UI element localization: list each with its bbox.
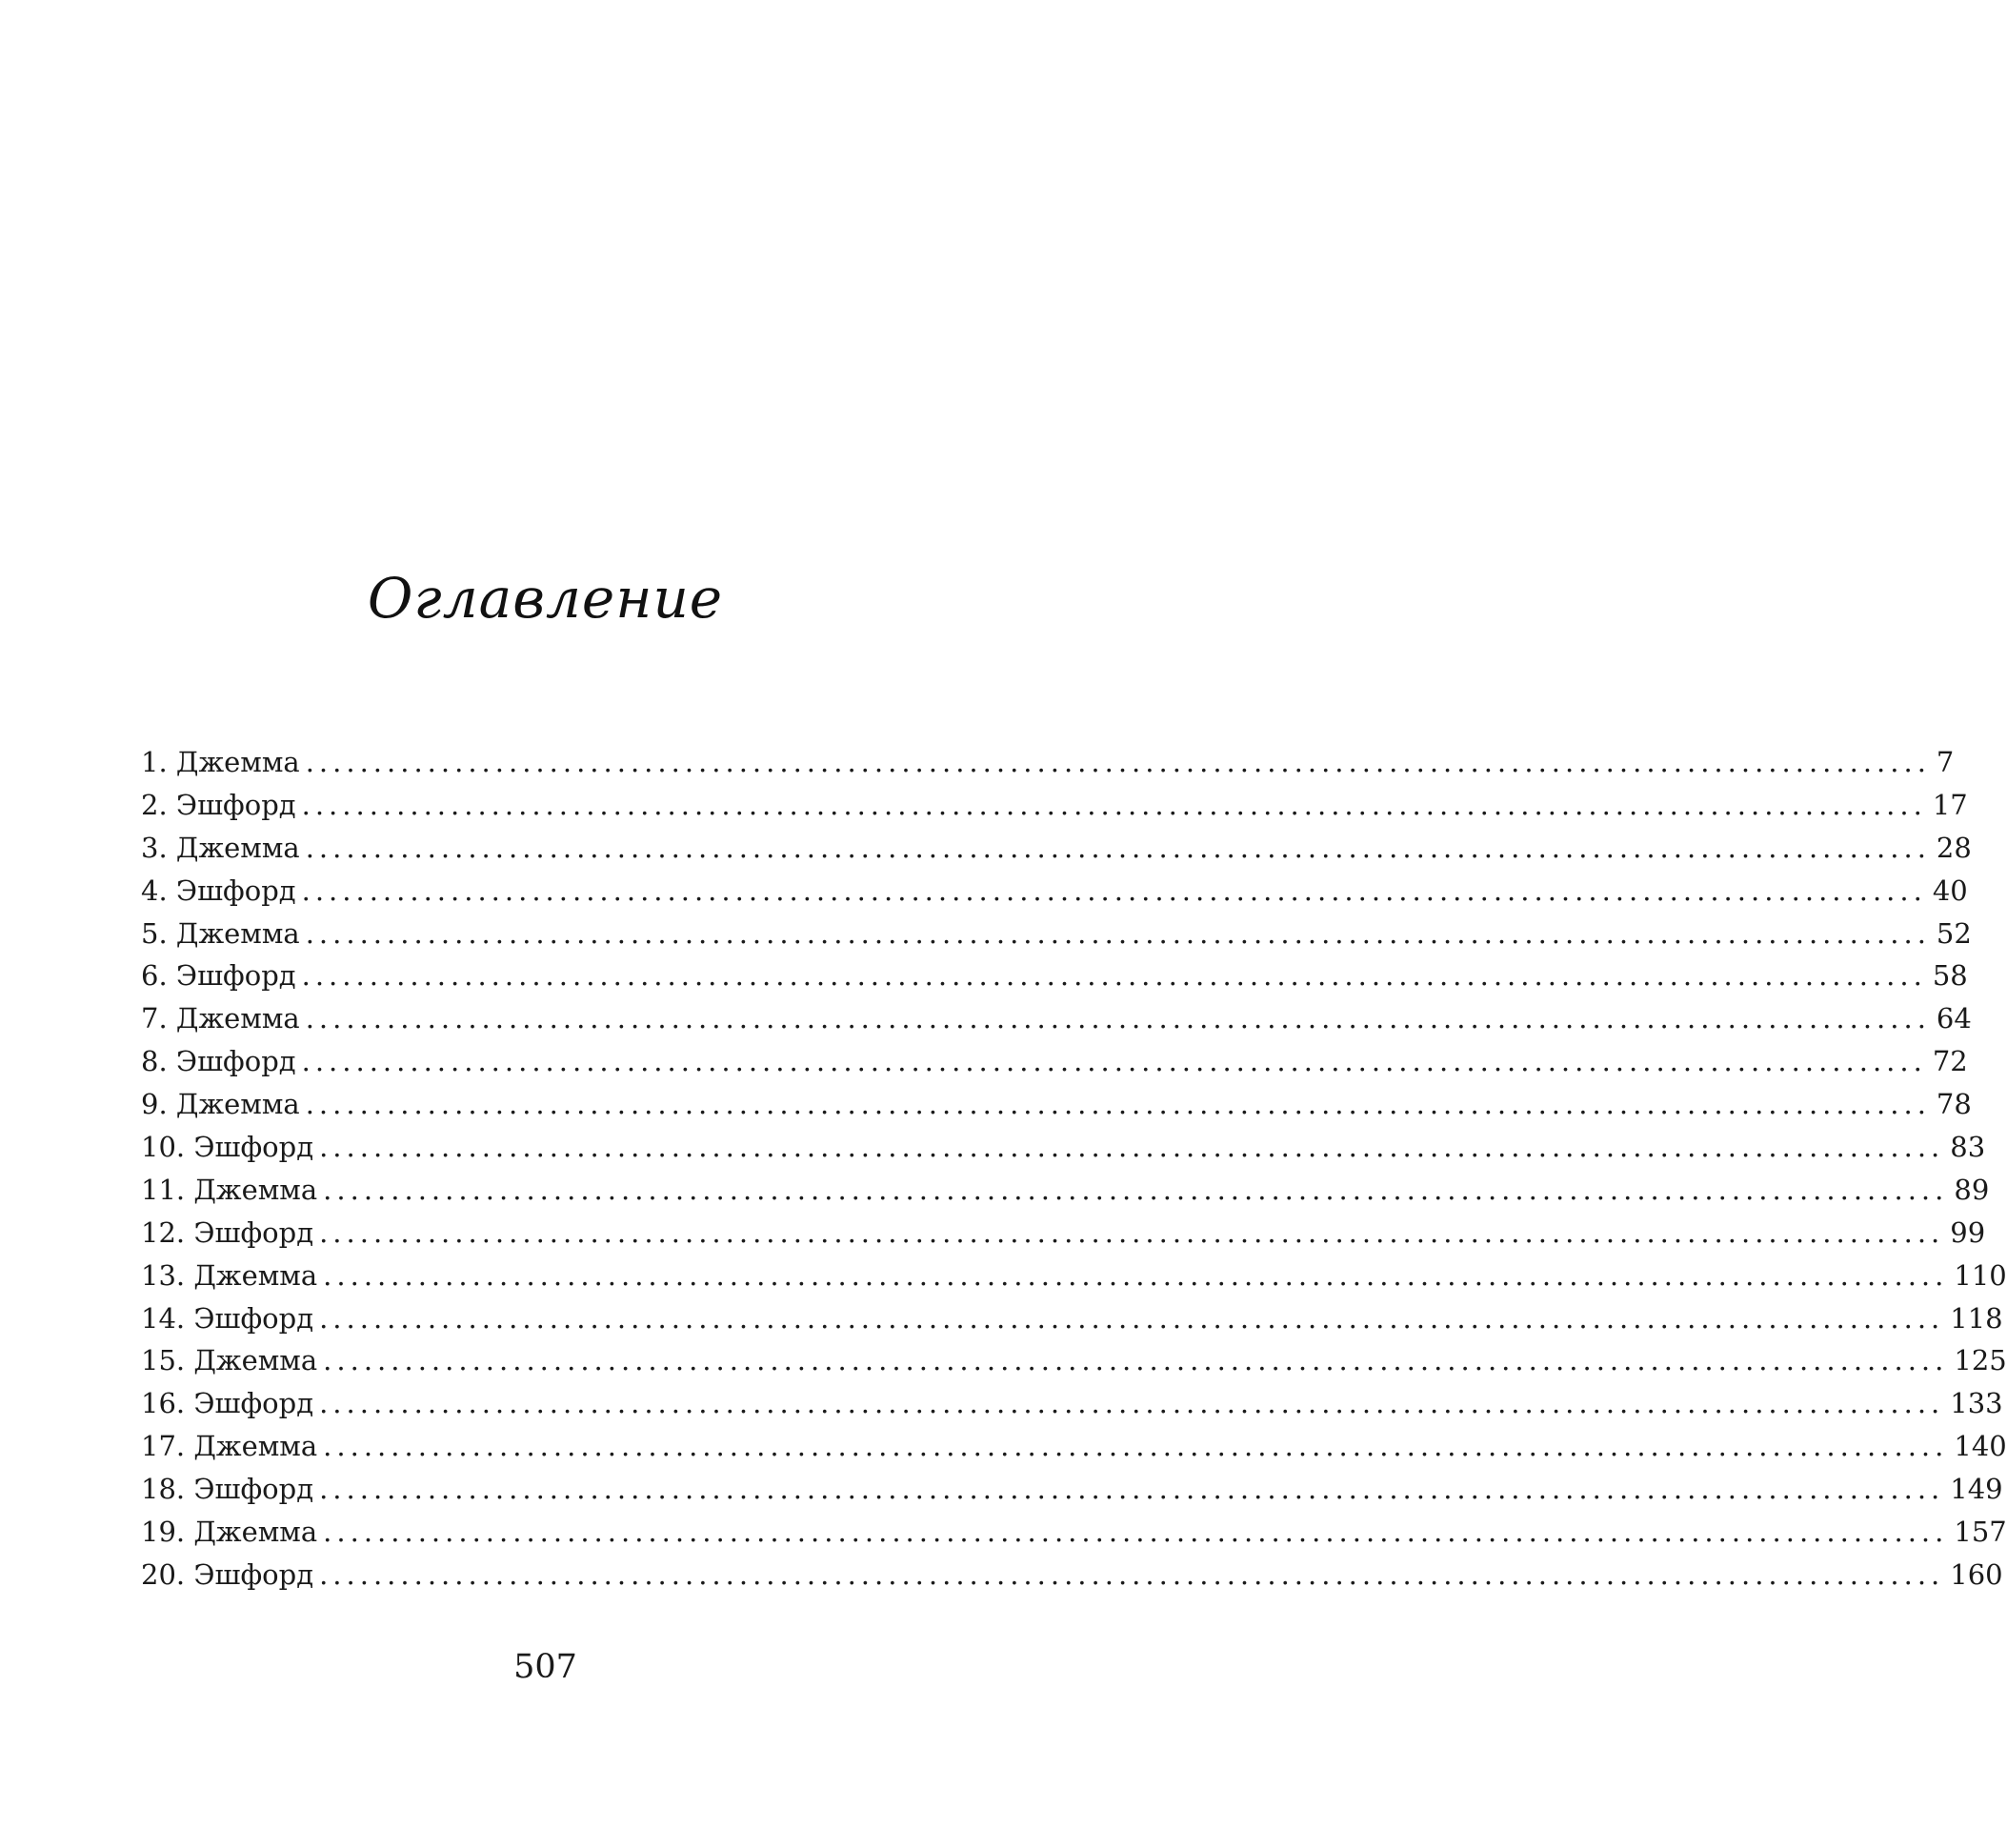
toc-entry[interactable] <box>141 1382 2003 1425</box>
page-number: 507 <box>513 1648 577 1686</box>
table-of-contents <box>141 741 2007 1597</box>
toc-entry-page: 28 <box>1936 831 1972 864</box>
toc-entry[interactable] <box>141 1511 2007 1554</box>
toc-entry-title: 1. Джемма <box>141 746 300 778</box>
toc-entry[interactable] <box>141 1339 2007 1382</box>
dot-leader: ........................................................................................................................ <box>319 1131 1945 1164</box>
toc-entry-page: 78 <box>1936 1088 1972 1121</box>
toc-entry-title: 11. Джемма <box>141 1173 318 1206</box>
toc-entry-page: 110 <box>1954 1258 2007 1292</box>
toc-entry[interactable] <box>141 1255 2007 1297</box>
toc-entry-title: 12. Эшфорд <box>141 1215 314 1249</box>
toc-entry-title: 5. Джемма <box>141 916 300 950</box>
toc-entry-page: 118 <box>1950 1301 2003 1335</box>
dot-leader: ........................................................................................................................ <box>323 1344 1949 1377</box>
toc-entry-title: 10. Эшфорд <box>141 1131 314 1164</box>
toc-entry-page: 64 <box>1936 1002 1972 1035</box>
dot-leader: ........................................................................................................................ <box>319 1301 1945 1335</box>
toc-entry-page: 17 <box>1932 788 1968 821</box>
toc-entry-title: 2. Эшфорд <box>141 788 296 821</box>
toc-entry[interactable] <box>141 741 1955 784</box>
dot-leader: ........................................................................................................................ <box>323 1173 1949 1206</box>
dot-leader: ........................................................................................................................ <box>301 874 1927 907</box>
toc-entry-page: 72 <box>1932 1045 1968 1078</box>
dot-leader: ........................................................................................................................ <box>319 1387 1945 1420</box>
toc-entry[interactable] <box>141 997 1972 1040</box>
dot-leader: ........................................................................................................................ <box>319 1557 1945 1591</box>
dot-leader: ........................................................................................................................ <box>301 959 1927 993</box>
toc-entry[interactable] <box>141 1425 2007 1468</box>
toc-entry-page: 157 <box>1954 1516 2007 1549</box>
toc-entry-title: 4. Эшфорд <box>141 874 296 907</box>
toc-entry-page: 40 <box>1932 874 1968 907</box>
toc-entry-page: 160 <box>1950 1557 2003 1591</box>
toc-entry-title: 13. Джемма <box>141 1258 318 1292</box>
dot-leader: ........................................................................................................................ <box>301 788 1927 821</box>
toc-entry[interactable] <box>141 1468 2003 1511</box>
dot-leader: ........................................................................................................................ <box>305 831 1931 864</box>
toc-entry-title: 8. Эшфорд <box>141 1045 296 1078</box>
toc-entry[interactable] <box>141 1169 1990 1212</box>
dot-leader: ........................................................................................................................ <box>301 1045 1927 1078</box>
dot-leader: ........................................................................................................................ <box>305 1088 1931 1121</box>
toc-entry-page: 58 <box>1932 959 1968 993</box>
toc-entry-title: 9. Джемма <box>141 1088 300 1121</box>
toc-entry-page: 89 <box>1954 1173 1990 1206</box>
toc-entry-page: 7 <box>1936 746 1955 778</box>
toc-entry-title: 16. Эшфорд <box>141 1387 314 1420</box>
toc-entry[interactable] <box>141 1554 2003 1597</box>
dot-leader: ........................................................................................................................ <box>305 916 1931 950</box>
dot-leader: ........................................................................................................................ <box>323 1258 1949 1292</box>
toc-entry-page: 125 <box>1954 1344 2007 1377</box>
toc-entry-title: 15. Джемма <box>141 1344 318 1377</box>
toc-entry-title: 6. Эшфорд <box>141 959 296 993</box>
toc-entry[interactable] <box>141 827 1972 870</box>
page-title: Оглавление <box>367 566 724 631</box>
toc-entry[interactable] <box>141 1297 2003 1340</box>
toc-entry[interactable] <box>141 870 1968 913</box>
dot-leader: ........................................................................................................................ <box>305 1002 1931 1035</box>
toc-entry[interactable] <box>141 913 1972 955</box>
toc-entry-page: 149 <box>1950 1473 2003 1506</box>
toc-entry-page: 83 <box>1950 1131 1986 1164</box>
toc-entry-page: 52 <box>1936 916 1972 950</box>
toc-entry[interactable] <box>141 1212 1986 1255</box>
toc-entry-title: 14. Эшфорд <box>141 1301 314 1335</box>
toc-entry-page: 140 <box>1954 1430 2007 1463</box>
toc-entry-page: 99 <box>1950 1215 1986 1249</box>
dot-leader: ........................................................................................................................ <box>323 1516 1949 1549</box>
toc-entry-page: 133 <box>1950 1387 2003 1420</box>
dot-leader: ........................................................................................................................ <box>305 746 1931 778</box>
toc-entry-title: 18. Эшфорд <box>141 1473 314 1506</box>
toc-entry-title: 17. Джемма <box>141 1430 318 1463</box>
toc-entry[interactable] <box>141 784 1968 827</box>
dot-leader: ........................................................................................................................ <box>323 1430 1949 1463</box>
toc-entry[interactable] <box>141 1083 1972 1126</box>
toc-entry-title: 20. Эшфорд <box>141 1557 314 1591</box>
dot-leader: ........................................................................................................................ <box>319 1215 1945 1249</box>
toc-entry-title: 19. Джемма <box>141 1516 318 1549</box>
toc-entry-title: 3. Джемма <box>141 831 300 864</box>
dot-leader: ........................................................................................................................ <box>319 1473 1945 1506</box>
toc-entry[interactable] <box>141 1126 1986 1169</box>
toc-entry-title: 7. Джемма <box>141 1002 300 1035</box>
toc-entry[interactable] <box>141 1040 1968 1083</box>
toc-entry[interactable] <box>141 954 1968 997</box>
